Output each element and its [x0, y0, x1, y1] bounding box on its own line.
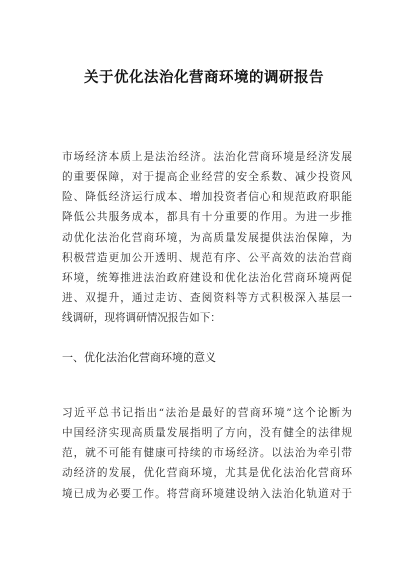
paragraph-line: 动优化法治化营商环境，为高质量发展提供法治保障，为	[62, 232, 352, 244]
paragraph-line: 险、降低经济运行成本、增加投资者信心和规范政府职能	[62, 191, 352, 203]
paragraph-line: 线调研，现将调研情况报告如下：	[62, 312, 221, 324]
paragraph-line: 积极营造更加公开透明、规范有序、公平高效的法治营商	[62, 252, 352, 264]
section-heading: 一、优化法治化营商环境的意义	[62, 351, 216, 364]
paragraph-line: 境已成为必要工作。将营商环境建设纳入法治化轨道对于	[62, 488, 352, 500]
paragraph-line: 动经济的发展，优化营商环境，尤其是优化法治化营商环	[62, 467, 352, 479]
paragraph-line: 的重要保障，对于提高企业经营的安全系数、减少投资风	[62, 171, 352, 183]
paragraph-line: 降低公共服务成本，都具有十分重要的作用。为进一步推	[62, 211, 352, 223]
paragraph-line: 范，就不可能有健康可持续的市场经济。以法治为牵引带	[62, 447, 352, 459]
paragraph-line: 市场经济本质上是法治经济。法治化营商环境是经济发展	[62, 151, 352, 163]
paragraph-line: 习近平总书记指出“法治是最好的营商环境”这个论断为	[62, 407, 352, 419]
document-title: 关于优化法治化营商环境的调研报告	[84, 69, 324, 86]
paragraph-line: 环境，统筹推进法治政府建设和优化法治化营商环境两促	[62, 272, 352, 284]
paragraph-line: 进、双提升，通过走访、查阅资料等方式积极深入基层一	[62, 292, 352, 304]
paragraph-line: 中国经济实现高质量发展指明了方向，没有健全的法律规	[62, 427, 352, 439]
